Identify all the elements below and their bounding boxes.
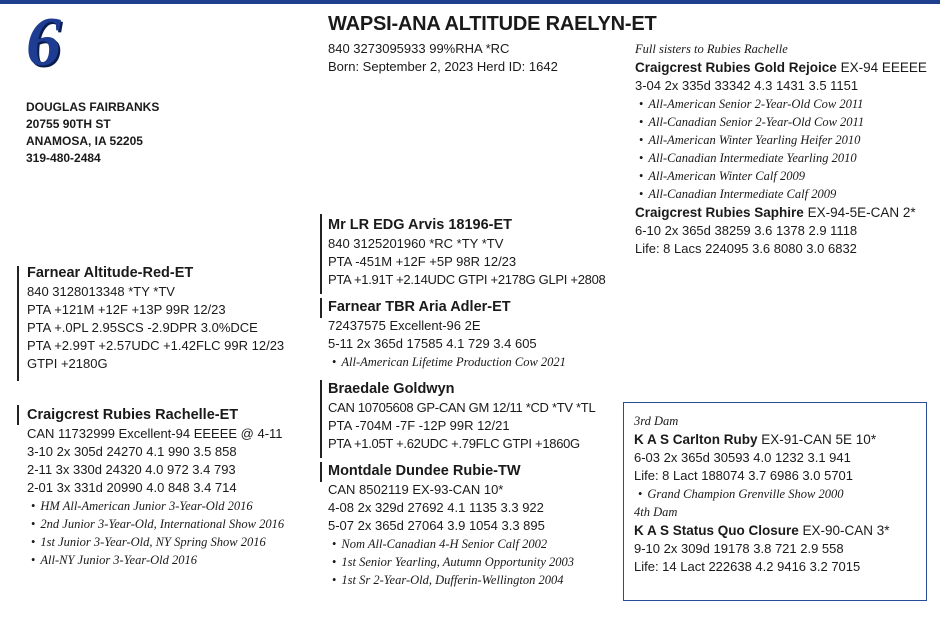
- dam-line: CAN 11732999 Excellent-94 EEEEE @ 4-11: [27, 426, 283, 441]
- consignor-address: 20755 90TH ST: [26, 117, 111, 131]
- third-dam-honor: • Grand Champion Grenville Show 2000: [634, 485, 890, 503]
- sire-line: GTPI +2180G: [27, 356, 108, 371]
- fourth-dam-title: [634, 521, 890, 540]
- sire-sire-name: Mr LR EDG Arvis 18196-ET: [328, 217, 512, 233]
- dam-sire-line: CAN 10705608 GP-CAN GM 12/11 *CD *TV *TL: [328, 400, 596, 415]
- dam-bracket: [17, 405, 19, 425]
- sister-two-class: EX-94-5E-CAN 2*: [803, 205, 916, 220]
- sister-one-title: [635, 58, 927, 77]
- fourth-dam-name: K A S Status Quo Closure: [634, 523, 799, 538]
- sister-one-honor: • All-American Winter Calf 2009: [635, 167, 927, 185]
- sire-sire-line: PTA +1.91T +2.14UDC GTPI +2178G GLPI +2808: [328, 272, 606, 287]
- sire-dam-line: 5-11 2x 365d 17585 4.1 729 3.4 605: [328, 336, 537, 351]
- animal-info: [328, 40, 558, 76]
- sister-two-record: 6-10 2x 365d 38259 3.6 1378 2.9 1118: [635, 223, 858, 238]
- animal-name: WAPSI-ANA ALTITUDE RAELYN-ET: [328, 13, 657, 35]
- dam-sire-name: Braedale Goldwyn: [328, 381, 455, 397]
- sire-dam-name: Farnear TBR Aria Adler-ET: [328, 299, 511, 315]
- sire-sire-line: 840 3125201960 *RC *TY *TV: [328, 236, 504, 251]
- sister-one-honor: • All-Canadian Intermediate Yearling 2010: [635, 149, 927, 167]
- consignor-phone: 319-480-2484: [26, 151, 101, 165]
- dam-dam-honor: • 1st Senior Yearling, Autumn Opportunity 2003: [328, 553, 574, 571]
- dam-honor: • All-NY Junior 3-Year-Old 2016: [27, 551, 284, 569]
- sire-dam-honor: • All-American Lifetime Production Cow 2021: [328, 353, 566, 371]
- sire-sire-bracket: [320, 214, 322, 294]
- dam-name: Craigcrest Rubies Rachelle-ET: [27, 407, 239, 423]
- sister-one-name: Craigcrest Rubies Gold Rejoice: [635, 60, 837, 75]
- consignor-city: ANAMOSA, IA 52205: [26, 134, 143, 148]
- sire-dam-block: [328, 298, 566, 371]
- sire-block: [27, 264, 284, 373]
- fourth-dam-label: 4th Dam: [634, 505, 678, 519]
- third-dam-class: EX-91-CAN 5E 10*: [757, 432, 877, 447]
- third-dam-name: K A S Carlton Ruby: [634, 432, 758, 447]
- dam-dam-line: CAN 8502119 EX-93-CAN 10*: [328, 482, 504, 497]
- maternal-line-content: [634, 412, 890, 576]
- dam-line: 2-11 3x 330d 24320 4.0 972 3.4 793: [27, 462, 236, 477]
- sire-dam-bracket: [320, 298, 322, 318]
- animal-registration: 840 3273095933 99%RHA *RC: [328, 41, 510, 56]
- dam-dam-honor: • Nom All-Canadian 4-H Senior Calf 2002: [328, 535, 574, 553]
- sire-line: 840 3128013348 *TY *TV: [27, 284, 175, 299]
- dam-honor: • 2nd Junior 3-Year-Old, International Show 2016: [27, 515, 284, 533]
- dam-dam-line: 4-08 2x 329d 27692 4.1 1135 3.3 922: [328, 500, 544, 515]
- dam-sire-block: [328, 380, 595, 453]
- consignor-block: [26, 99, 159, 167]
- sister-one-honor: • All-Canadian Intermediate Calf 2009: [635, 185, 927, 203]
- animal-born: Born: September 2, 2023 Herd ID: 1642: [328, 59, 558, 74]
- dam-dam-bracket: [320, 462, 322, 482]
- dam-block: [27, 406, 284, 569]
- fourth-dam-class: EX-90-CAN 3*: [798, 523, 890, 538]
- third-dam-record: 6-03 2x 365d 30593 4.0 1232 3.1 941: [634, 450, 851, 465]
- dam-dam-name: Montdale Dundee Rubie-TW: [328, 463, 521, 479]
- dam-sire-bracket: [320, 380, 322, 458]
- lot-number: 6: [26, 4, 61, 81]
- sire-line: PTA +2.99T +2.57UDC +1.42FLC 99R 12/23: [27, 338, 285, 353]
- full-sisters-heading: Full sisters to Rubies Rachelle: [635, 42, 788, 56]
- sister-one-honor: • All-American Winter Yearling Heifer 2010: [635, 131, 927, 149]
- sire-sire-line: PTA -451M +12F +5P 98R 12/23: [328, 254, 517, 269]
- sire-dam-line: 72437575 Excellent-96 2E: [328, 318, 481, 333]
- sister-two-life: Life: 8 Lacs 224095 3.6 8080 3.0 6832: [635, 241, 857, 256]
- dam-dam-honor: • 1st Sr 2-Year-Old, Dufferin-Wellington 2004: [328, 571, 574, 589]
- third-dam-title: [634, 430, 890, 449]
- sister-two-title: [635, 203, 927, 222]
- dam-sire-line: PTA -704M -7F -12P 99R 12/21: [328, 418, 510, 433]
- third-dam-life: Life: 8 Lact 188074 3.7 6986 3.0 5701: [634, 468, 854, 483]
- dam-dam-block: [328, 462, 574, 589]
- dam-line: 2-01 3x 331d 20990 4.0 848 3.4 714: [27, 480, 237, 495]
- sister-one-honor: • All-Canadian Senior 2-Year-Old Cow 2011: [635, 113, 927, 131]
- third-dam-label: 3rd Dam: [634, 414, 679, 428]
- sire-line: PTA +.0PL 2.95SCS -2.9DPR 3.0%DCE: [27, 320, 258, 335]
- fourth-dam-life: Life: 14 Lact 222638 4.2 9416 3.2 7015: [634, 559, 861, 574]
- sister-one-record: 3-04 2x 335d 33342 4.3 1431 3.5 1151: [635, 78, 859, 93]
- sire-bracket: [17, 266, 19, 381]
- dam-honor: • 1st Junior 3-Year-Old, NY Spring Show 2016: [27, 533, 284, 551]
- consignor-name: DOUGLAS FAIRBANKS: [26, 100, 160, 114]
- dam-line: 3-10 2x 305d 24270 4.1 990 3.5 858: [27, 444, 237, 459]
- fourth-dam-record: 9-10 2x 309d 19178 3.8 721 2.9 558: [634, 541, 844, 556]
- sister-two-name: Craigcrest Rubies Saphire: [635, 205, 804, 220]
- sire-line: PTA +121M +12F +13P 99R 12/23: [27, 302, 226, 317]
- dam-sire-line: PTA +1.05T +.62UDC +.79FLC GTPI +1860G: [328, 436, 580, 451]
- sister-one-class: EX-94 EEEEE: [836, 60, 927, 75]
- sire-name: Farnear Altitude-Red-ET: [27, 265, 194, 281]
- full-sisters-block: [635, 40, 927, 258]
- sire-sire-block: [328, 216, 605, 289]
- dam-dam-line: 5-07 2x 365d 27064 3.9 1054 3.3 895: [328, 518, 545, 533]
- top-rule: [0, 0, 940, 4]
- sister-one-honor: • All-American Senior 2-Year-Old Cow 2011: [635, 95, 927, 113]
- dam-honor: • HM All-American Junior 3-Year-Old 2016: [27, 497, 284, 515]
